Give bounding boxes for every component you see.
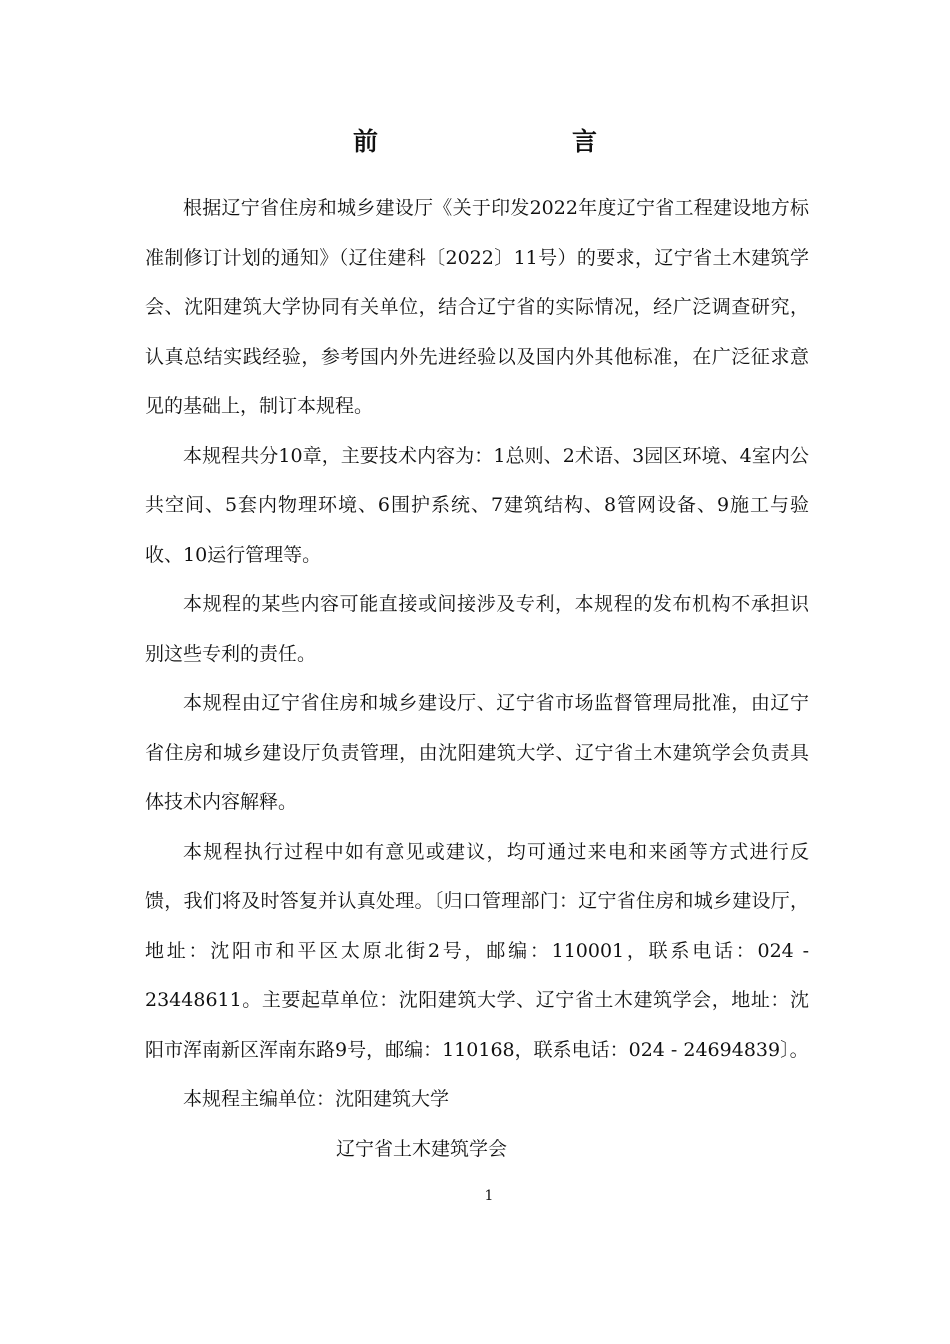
paragraph-basis: 根据辽宁省住房和城乡建设厅《关于印发2022年度辽宁省工程建设地方标准制修订计划的通知》（辽住建科〔2022〕11号）的要求，辽宁省土木建筑学会、沈阳建筑大学协同有关单位，结合辽宁省的实际情况，经广泛调查研究，认真总结实践经验，参考国内外先进经验以及国内外其他标准，在广泛征求意见的基础上，制订本规程。 (145, 197, 809, 417)
paragraph-feedback: 本规程执行过程中如有意见或建议，均可通过来电和来函等方式进行反馈，我们将及时答复并认真处理。〔归口管理部门：辽宁省住房和城乡建设厅，地址：沈阳市和平区太原北街2号，邮编：110001，联系电话：024 - 23448611。主要起草单位：沈阳建筑大学、辽宁省土木建筑学会，地址：沈阳市浑南新区浑南东路9号，邮编：110168，联系电话：024 - 24694839〕。 (145, 840, 809, 1061)
paragraph-contents: 本规程共分10章，主要技术内容为：1总则、2术语、3园区环境、4室内公共空间、5套内物理环境、6围护系统、7建筑结构、8管网设备、9施工与验收、10运行管理等。 (145, 444, 809, 566)
chief-editor-line: 本规程主编单位：沈阳建筑大学 (183, 1088, 450, 1110)
second-editor-unit: 辽宁省土木建筑学会 (336, 1137, 508, 1160)
paragraph-patent: 本规程的某些内容可能直接或间接涉及专利，本规程的发布机构不承担识别这些专利的责任。 (145, 593, 809, 665)
page-number: 1 (484, 1188, 494, 1204)
document-body (145, 184, 809, 1174)
page-title: 前 言 (352, 127, 645, 156)
paragraph-approval: 本规程由辽宁省住房和城乡建设厅、辽宁省市场监督管理局批准，由辽宁省住房和城乡建设厅负责管理，由沈阳建筑大学、辽宁省土木建筑学会负责具体技术内容解释。 (145, 692, 809, 813)
